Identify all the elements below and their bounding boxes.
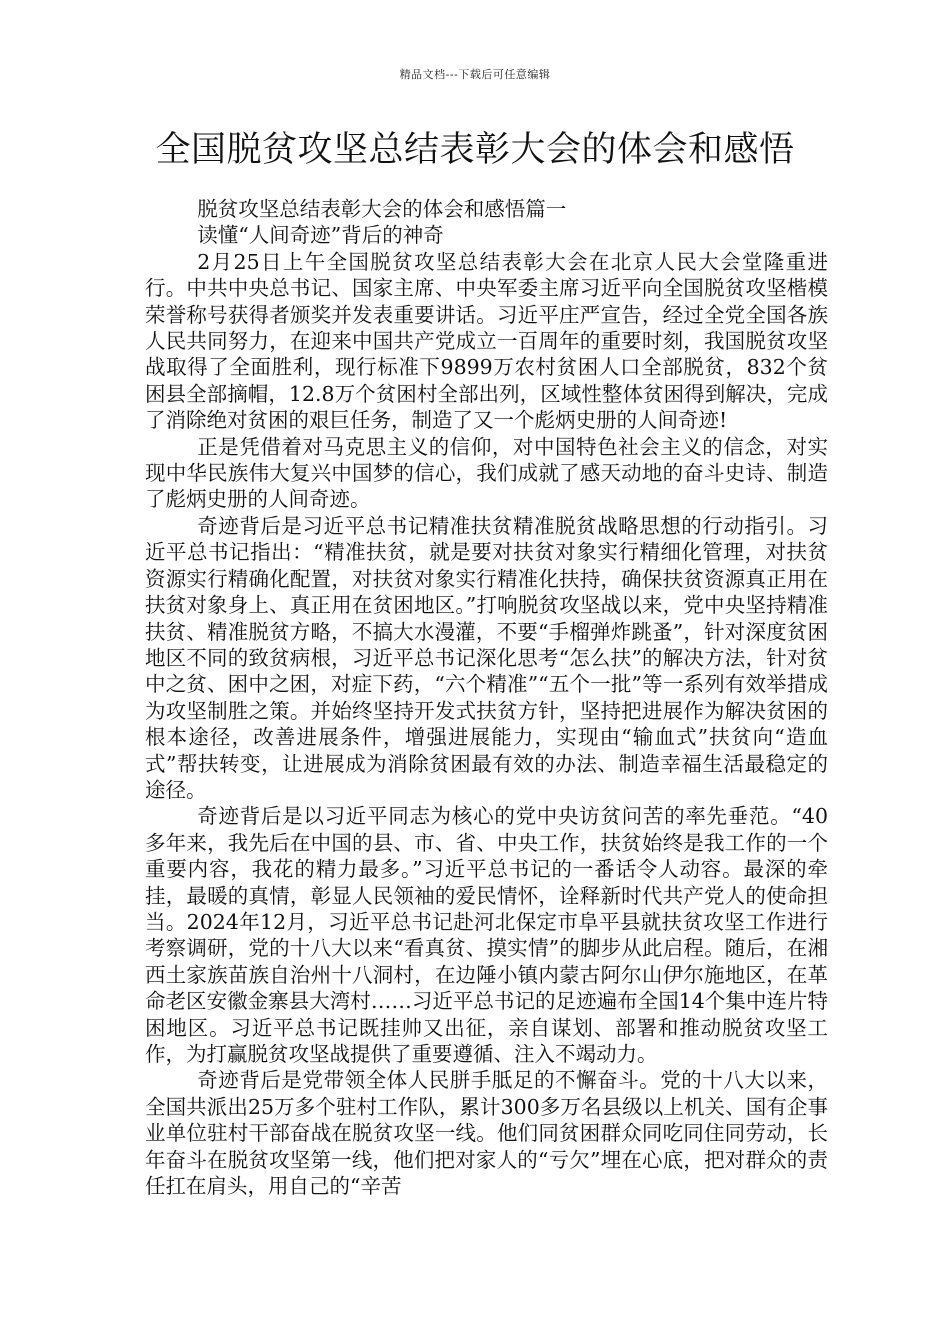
document-title: 全国脱贫攻坚总结表彰大会的体会和感悟	[155, 130, 795, 170]
section-subheading: 读懂“人间奇迹”背后的神奇	[197, 223, 444, 248]
header-note: 精品文档---下载后可任意编辑	[399, 68, 551, 81]
section-heading: 脱贫攻坚总结表彰大会的体会和感悟篇一	[197, 197, 567, 221]
document-body	[145, 196, 828, 1199]
body-paragraph: 2月25日上午全国脱贫攻坚总结表彰大会在北京人民大会堂隆重进行。中共中央总书记、国家主席、中央军委主席习近平向全国脱贫攻坚楷模荣誉称号获得者颁奖并发表重要讲话。习近平庄严宣告，经过全党全国各族人民共同努力，在迎来中国共产党成立一百周年的重要时刻，我国脱贫攻坚战取得了全面胜利，现行标准下9899万农村贫困人口全部脱贫，832个贫困县全部摘帽，12.8万个贫困村全部出列，区域性整体贫困得到解决，完成了消除绝对贫困的艰巨任务，制造了又一个彪炳史册的人间奇迹!	[145, 249, 828, 433]
body-paragraph: 正是凭借着对马克思主义的信仰，对中国特色社会主义的信念，对实现中华民族伟大复兴中国梦的信心，我们成就了感天动地的奋斗史诗、制造了彪炳史册的人间奇迹。	[145, 434, 828, 512]
body-paragraph: 奇迹背后是习近平总书记精准扶贫精准脱贫战略思想的行动指引。习近平总书记指出：“精准扶贫，就是要对扶贫对象实行精细化管理，对扶贫资源实行精确化配置，对扶贫对象实行精准化扶持，确保扶贫资源真正用在扶贫对象身上、真正用在贫困地区。”打响脱贫攻坚战以来，党中央坚持精准扶贫、精准脱贫方略，不搞大水漫灌，不要“手榴弹炸跳蚤”，针对深度贫困地区不同的致贫病根，习近平总书记深化思考“怎么扶”的解决方法，针对贫中之贫、困中之困，对症下药，“六个精准”“五个一批”等一系列有效举措成为攻坚制胜之策。并始终坚持开发式扶贫方针，坚持把进展作为解决贫困的根本途径，改善进展条件，增强进展能力，实现由“输血式”扶贫向“造血式”帮扶转变，让进展成为消除贫困最有效的办法、制造幸福生活最稳定的途径。	[145, 513, 828, 802]
body-paragraph: 奇迹背后是以习近平同志为核心的党中央访贫问苦的率先垂范。“40多年来，我先后在中国的县、市、省、中央工作，扶贫始终是我工作的一个重要内容，我花的精力最多。”习近平总书记的一番话令人动容。最深的牵挂，最暖的真情，彰显人民领袖的爱民情怀，诠释新时代共产党人的使命担当。2024年12月，习近平总书记赴河北保定市阜平县就扶贫攻坚工作进行考察调研，党的十八大以来“看真贫、摸实情”的脚步从此启程。随后，在湘西土家族苗族自治州十八洞村，在边陲小镇内蒙古阿尔山伊尔施地区，在革命老区安徽金寨县大湾村……习近平总书记的足迹遍布全国14个集中连片特困地区。习近平总书记既挂帅又出征，亲自谋划、部署和推动脱贫攻坚工作，为打赢脱贫攻坚战提供了重要遵循、注入不竭动力。	[145, 804, 828, 1066]
body-paragraph: 奇迹背后是党带领全体人民胼手胝足的不懈奋斗。党的十八大以来，全国共派出25万多个驻村工作队，累计300多万名县级以上机关、国有企事业单位驻村干部奋战在脱贫攻坚一线。他们同贫困群众同吃同住同劳动，长年奋斗在脱贫攻坚第一线，他们把对家人的“亏欠”埋在心底，把对群众的责任扛在肩头，用自己的“辛苦	[145, 1068, 828, 1199]
